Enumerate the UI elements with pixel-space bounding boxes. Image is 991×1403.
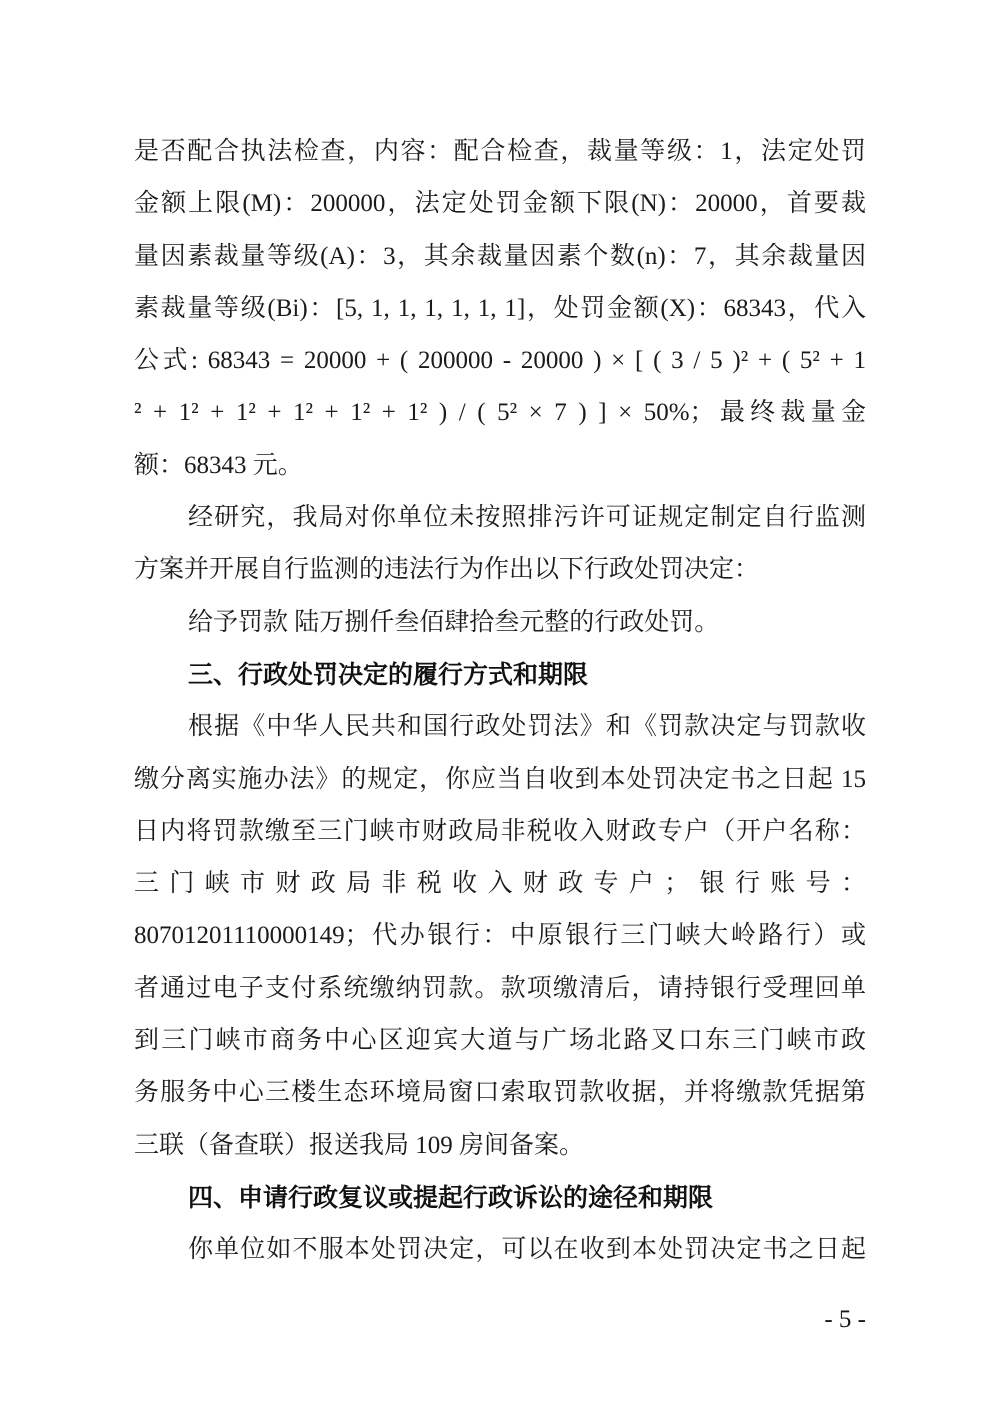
page-number: - 5 - — [824, 1306, 866, 1333]
paragraph-4-line-3: 日内将罚款缴至三门峡市财政局非税收入财政专户（开户名称： — [134, 817, 866, 845]
paragraph-4-line-9: 三联（备查联）报送我局 109 房间备案。 — [134, 1131, 585, 1159]
paragraph-4-line-4: 三门峡市财政局非税收入财政专户；银行账号： — [134, 870, 866, 898]
document-body — [134, 126, 866, 1277]
paragraph-4-line-8: 务服务中心三楼生态环境局窗口索取罚款收据，并将缴款凭据第 — [134, 1079, 866, 1107]
section-heading-3: 三、行政处罚决定的履行方式和期限 — [188, 660, 589, 689]
paragraph-2-line-1: 经研究，我局对你单位未按照排污许可证规定制定自行监测 — [188, 504, 866, 532]
paragraph-1-line-5: 公式: 68343 = 20000 + ( 200000 - 20000 ) × [ ( 3 / 5 )² + ( 5² + 1 — [134, 347, 866, 375]
paragraph-1-line-6: ² + 1² + 1² + 1² + 1² + 1² ) / ( 5² × 7 ) ] × 50%；最终裁量金 — [134, 399, 866, 427]
paragraph-5-line-1: 你单位如不服本处罚决定，可以在收到本处罚决定书之日起 — [188, 1236, 866, 1264]
paragraph-4-line-1: 根据《中华人民共和国行政处罚法》和《罚款决定与罚款收 — [188, 713, 866, 741]
paragraph-1-line-4: 素裁量等级(Bi)：[5, 1, 1, 1, 1, 1, 1]，处罚金额(X)：68343，代入 — [134, 294, 866, 322]
paragraph-4-line-5: 80701201110000149；代办银行：中原银行三门峡大岭路行）或 — [134, 922, 866, 950]
paragraph-1-line-1: 是否配合执法检查，内容：配合检查，裁量等级：1，法定处罚 — [134, 138, 866, 165]
paragraph-1-line-2: 金额上限(M)：200000，法定处罚金额下限(N)：20000，首要裁 — [134, 190, 866, 218]
paragraph-1-line-3: 量因素裁量等级(A)：3，其余裁量因素个数(n)：7，其余裁量因 — [134, 242, 866, 270]
paragraph-4-line-2: 缴分离实施办法》的规定，你应当自收到本处罚决定书之日起 15 — [134, 765, 866, 793]
paragraph-4-line-6: 者通过电子支付系统缴纳罚款。款项缴清后，请持银行受理回单 — [134, 974, 866, 1002]
paragraph-4-line-7: 到三门峡市商务中心区迎宾大道与广场北路叉口东三门峡市政 — [134, 1027, 866, 1055]
section-heading-4: 四、申请行政复议或提起行政诉讼的途径和期限 — [188, 1183, 714, 1212]
paragraph-1-line-7: 额：68343 元。 — [134, 451, 303, 479]
paragraph-2-line-2: 方案并开展自行监测的违法行为作出以下行政处罚决定： — [134, 556, 760, 584]
paragraph-3-line-1: 给予罚款 陆万捌仟叁佰肆拾叁元整的行政处罚。 — [188, 608, 720, 636]
